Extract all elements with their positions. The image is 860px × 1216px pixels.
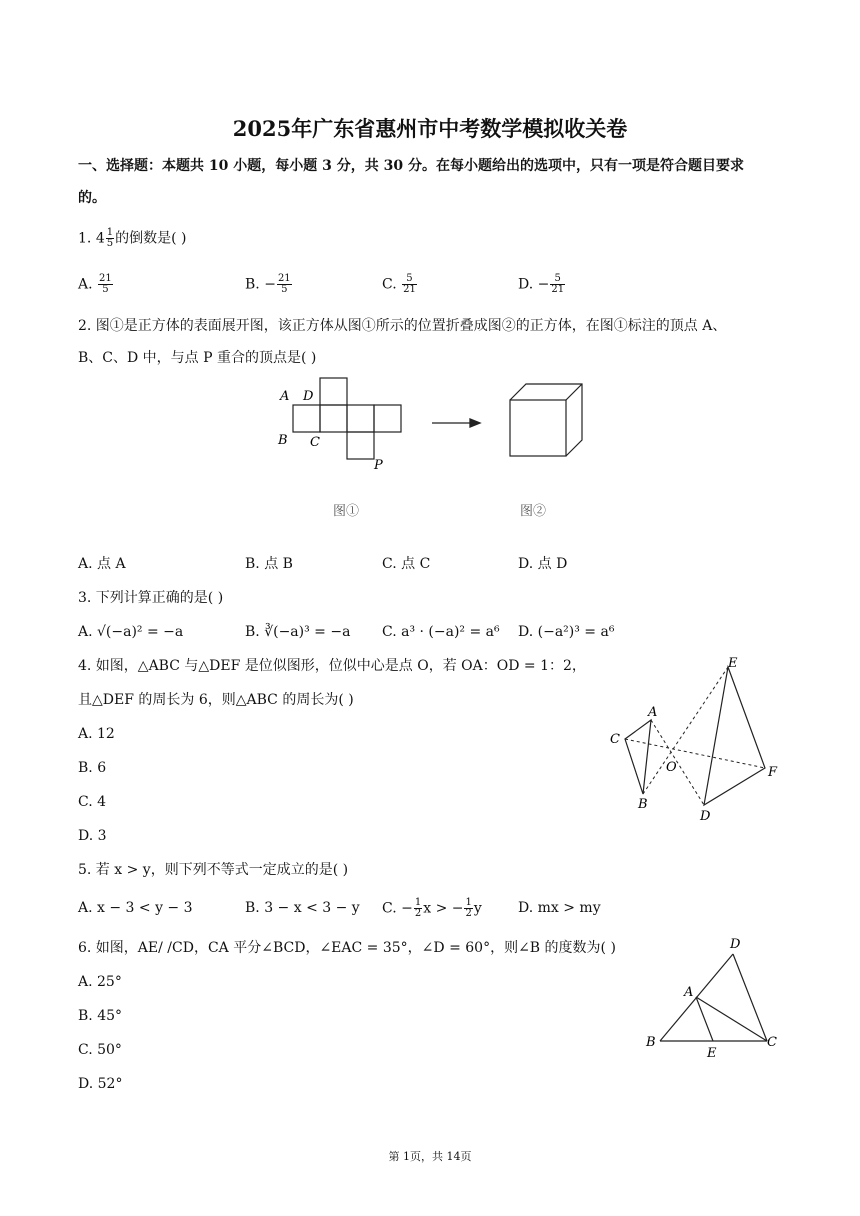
q4-option-d: D. 3: [78, 828, 107, 844]
q2-option-c: C. 点 C: [382, 556, 431, 572]
q2-option-b: B. 点 B: [245, 556, 293, 572]
triangle-def: [704, 667, 765, 805]
q5-option-a: A. x − 3 < y − 3: [78, 900, 193, 916]
q1-option-c: C. $\frac{5}{21}$: [382, 273, 416, 295]
q4-label-d: D: [700, 809, 711, 824]
q4-label-e: E: [728, 656, 738, 671]
q3-option-b: B. ∛(−a)³ = −a: [245, 624, 351, 640]
q6-label-d: D: [730, 937, 741, 952]
question-4: 4. 如图，△ABC 与△DEF 是位似图形，位似中心是点 O，若 OA：OD = 1：2，: [78, 658, 586, 674]
q4-label-f: F: [768, 765, 778, 780]
q3-option-a: A. √(−a)² = −a: [78, 624, 184, 640]
center-lines: [625, 667, 765, 805]
question-6: 6. 如图，AE/ /CD，CA 平分∠BCD，∠EAC = 35°，∠D = 60°，则∠B 的度数为( ): [78, 940, 616, 956]
q1-fraction: $\frac{1}{5}$: [106, 227, 114, 249]
q6-label-b: B: [646, 1035, 656, 1050]
fig2-caption: 图②: [520, 504, 547, 519]
net-label-d: D: [303, 389, 314, 404]
q2-figure: [270, 372, 590, 522]
line-dc: [733, 954, 767, 1041]
triangle-abc: [625, 720, 651, 794]
section-heading: 一、选择题：本题共 10 小题，每小题 3 分，共 30 分。在每小题给出的选项中，只有一项是符合题目要求: [78, 158, 744, 174]
question-2-cont: B、C、D 中，与点 P 重合的顶点是( ): [78, 350, 317, 366]
q2-option-a: A. 点 A: [78, 556, 126, 572]
q1-whole: 4: [95, 230, 105, 247]
q3-option-c: C. a³ · (−a)² = a⁶: [382, 624, 500, 640]
q6-option-b: B. 45°: [78, 1008, 123, 1024]
q6-label-a: A: [684, 985, 694, 1000]
line-ac: [696, 997, 767, 1041]
q5-option-c: C. − $\frac{1}{2}$ x > − $\frac{1}{2}$ y: [382, 897, 482, 919]
arrow-icon: [432, 419, 480, 427]
question-5: 5. 若 x > y，则下列不等式一定成立的是( ): [78, 862, 349, 878]
q2-option-d: D. 点 D: [518, 556, 568, 572]
q4-option-b: B. 6: [78, 760, 107, 776]
q6-label-c: C: [767, 1035, 777, 1050]
q4-label-o: O: [666, 760, 677, 775]
net-label-a: A: [280, 389, 290, 404]
q3-option-d: D. (−a²)³ = a⁶: [518, 624, 615, 640]
q5-option-b: B. 3 − x < 3 − y: [245, 900, 360, 916]
net-label-c: C: [310, 435, 320, 450]
q4-option-c: C. 4: [78, 794, 107, 810]
net-label-b: B: [278, 433, 288, 448]
q6-option-d: D. 52°: [78, 1076, 123, 1092]
question-3: 3. 下列计算正确的是( ): [78, 590, 224, 606]
q6-figure: [640, 934, 800, 1064]
line-ae: [696, 997, 713, 1041]
cube: [510, 384, 582, 456]
q4-label-c: C: [610, 732, 620, 747]
page-footer: 第 1页，共 14页: [388, 1150, 472, 1163]
section-heading-cont: 的。: [78, 190, 106, 206]
page-title: 2025年广东省惠州市中考数学模拟收关卷: [232, 116, 628, 141]
q6-option-c: C. 50°: [78, 1042, 122, 1058]
question-1: [78, 228, 186, 249]
q4-option-a: A. 12: [78, 726, 115, 742]
q4-figure: [600, 650, 790, 830]
q1-option-b: B. − $\frac{21}{5}$: [245, 273, 291, 295]
question-2: 2. 图①是正方体的表面展开图，该正方体从图①所示的位置折叠成图②的正方体，在图①标注的顶点 A、: [78, 318, 727, 334]
question-4-cont: 且△DEF 的周长为 6，则△ABC 的周长为( ): [78, 692, 354, 708]
q6-label-e: E: [707, 1046, 717, 1061]
q1-stem: 的倒数是( ): [115, 230, 187, 247]
q1-option-a: A. $\frac{21}{5}$: [78, 273, 112, 295]
fig1-caption: 图①: [333, 504, 360, 519]
q1-option-d: D. − $\frac{5}{21}$: [518, 273, 565, 295]
net-label-p: P: [374, 458, 383, 473]
q5-option-d: D. mx > my: [518, 900, 601, 916]
q4-label-b: B: [638, 797, 648, 812]
q6-option-a: A. 25°: [78, 974, 122, 990]
q4-label-a: A: [648, 705, 658, 720]
q1-number: 1.: [78, 230, 92, 247]
